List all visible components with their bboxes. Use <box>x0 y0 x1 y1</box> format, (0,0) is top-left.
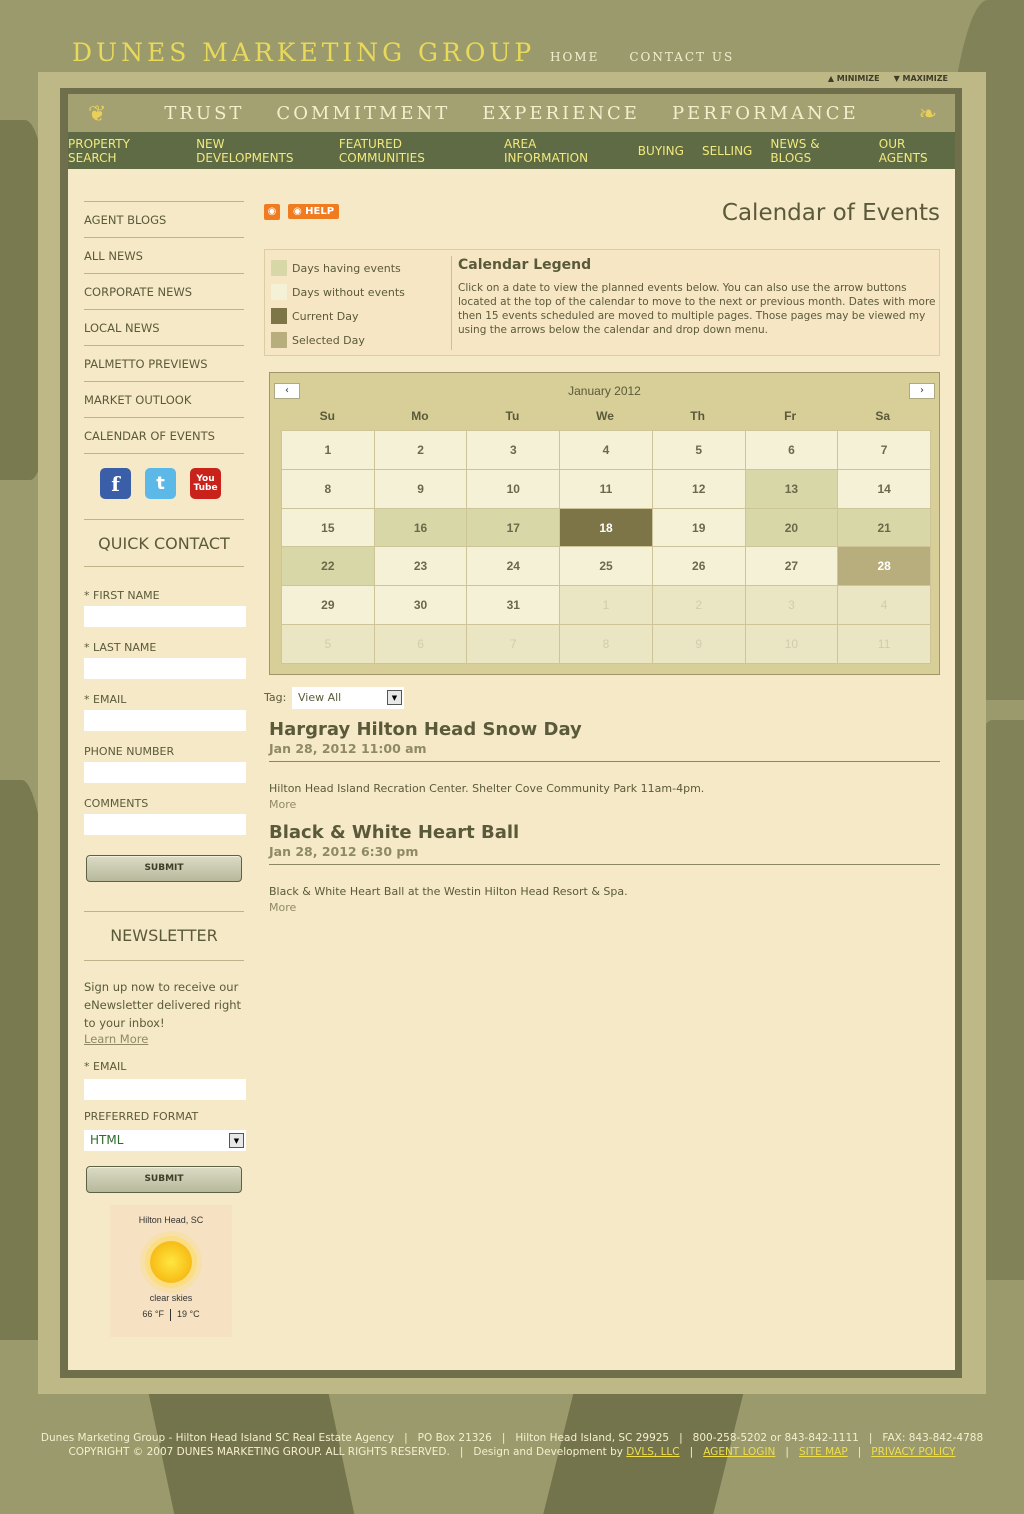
weekday-th: Th <box>690 409 705 423</box>
legend-item-no-events <box>271 280 405 304</box>
comments-label: COMMENTS <box>84 797 149 810</box>
newsletter-email-field[interactable] <box>84 1079 246 1100</box>
twitter-icon[interactable]: t <box>145 468 176 499</box>
minimize-button[interactable]: ▲ MINIMIZE <box>827 74 880 83</box>
legend-description: Click on a date to view the planned events below. You can also use the arrow buttons located at the top of the calendar to move to the next or previous month. Dates with more then 15 events scheduled are moved to multiple pages. Those pages may be viewed my using the arrows below the calendar and drop down menu. <box>458 282 936 336</box>
calendar-day[interactable]: 30 <box>375 586 468 625</box>
footer-sep: | <box>689 1446 694 1458</box>
legend-item-has-events <box>271 256 405 280</box>
weather-city: Hilton Head, SC <box>138 1215 204 1225</box>
last-name-label: * LAST NAME <box>84 641 157 654</box>
temp-divider <box>170 1309 171 1321</box>
nav-new-developments[interactable]: NEW DEVELOPMENTS <box>196 136 294 165</box>
footer-address: Dunes Marketing Group - Hilton Head Island SC Real Estate Agency | PO Box 21326 | Hilton Head Island, SC 29925 | 800-258-5202 or 843-842-1111 | FAX: 843-842-4788 <box>40 1432 984 1444</box>
tagline-bar <box>68 94 955 132</box>
event-description: Black & White Heart Ball at the Westin Hilton Head Resort & Spa. <box>269 885 628 898</box>
page-title: Calendar of Events <box>721 200 940 226</box>
legend-swatch <box>271 308 287 324</box>
help-button[interactable]: ◉ HELP <box>288 204 339 219</box>
rss-icon[interactable]: ◉ <box>264 204 280 220</box>
top-nav <box>550 50 734 64</box>
weather-condition: clear skies <box>149 1293 193 1303</box>
legend-swatch <box>271 260 287 276</box>
chevron-down-icon[interactable]: ▼ <box>229 1133 244 1148</box>
calendar-day[interactable]: 10 <box>467 470 560 509</box>
calendar-day[interactable]: 9 <box>375 470 468 509</box>
footer-sep: | <box>785 1446 789 1458</box>
calendar-next-button[interactable]: › <box>909 383 935 399</box>
calendar-day[interactable]: 17 <box>467 509 560 548</box>
calendar-day-other-month[interactable]: 7 <box>467 625 560 664</box>
legend-item-selected-day <box>271 328 405 352</box>
calendar-day[interactable]: 27 <box>746 547 839 586</box>
legend-title: Calendar Legend <box>458 257 592 273</box>
footer-sep: | <box>857 1446 862 1458</box>
window-controls <box>828 74 948 83</box>
calendar-day[interactable]: 13 <box>746 470 839 509</box>
temp-fahrenheit: 66 °F <box>142 1309 164 1319</box>
weekday-sa: Sa <box>875 409 891 423</box>
footer-links <box>0 1446 1024 1458</box>
calendar-day[interactable]: 11 <box>560 470 653 509</box>
event-title[interactable]: Hargray Hilton Head Snow Day <box>269 719 582 740</box>
calendar-day-other-month[interactable]: 1 <box>560 586 653 625</box>
tag-select[interactable] <box>292 687 404 709</box>
preferred-format-select[interactable] <box>84 1130 246 1151</box>
temp-celsius: 19 °C <box>176 1309 200 1319</box>
event-more-link[interactable]: More <box>269 901 297 914</box>
legend-label: Selected Day <box>292 333 365 347</box>
calendar-day-other-month[interactable]: 9 <box>653 625 746 664</box>
calendar <box>269 372 940 675</box>
social-links <box>100 468 221 499</box>
calendar-day[interactable]: 5 <box>653 431 746 470</box>
sidebar-item-market-outlook[interactable]: MARKET OUTLOOK <box>84 382 244 418</box>
calendar-weekday-header <box>281 409 929 423</box>
calendar-day[interactable]: 26 <box>653 547 746 586</box>
site-logo[interactable]: DUNES MARKETING GROUP <box>72 38 536 67</box>
tagline-experience: EXPERIENCE <box>482 102 640 124</box>
event-divider <box>269 761 940 762</box>
phone-field[interactable] <box>84 762 246 783</box>
legend-label: Days without events <box>292 285 405 299</box>
flourish-left-icon: ❦ <box>88 102 107 127</box>
calendar-day[interactable]: 2 <box>375 431 468 470</box>
weather-widget <box>110 1205 232 1337</box>
divider <box>84 960 244 961</box>
phone-label: PHONE NUMBER <box>84 745 175 758</box>
divider <box>84 911 244 912</box>
calendar-day[interactable]: 28 <box>838 547 931 586</box>
calendar-day[interactable]: 14 <box>838 470 931 509</box>
calendar-day-other-month[interactable]: 11 <box>838 625 931 664</box>
event-date: Jan 28, 2012 11:00 am <box>269 741 427 756</box>
sidebar-item-palmetto-previews[interactable]: PALMETTO PREVIEWS <box>84 346 244 382</box>
legend-swatch <box>271 284 287 300</box>
event-title[interactable]: Black & White Heart Ball <box>269 822 520 843</box>
youtube-icon[interactable]: You Tube <box>190 468 221 499</box>
newsletter-heading: NEWSLETTER <box>110 926 218 945</box>
weather-temps <box>110 1309 232 1321</box>
calendar-prev-button[interactable]: ‹ <box>274 383 300 399</box>
calendar-grid <box>281 430 931 664</box>
last-name-field[interactable] <box>84 658 246 679</box>
weekday-we: We <box>596 409 614 423</box>
weekday-tu: Tu <box>505 409 520 423</box>
legend-list <box>271 256 405 352</box>
calendar-month-title: January 2012 <box>568 384 641 398</box>
footer-copyright: COPYRIGHT © 2007 DUNES MARKETING GROUP. ALL RIGHTS RESERVED. | Design and Development by <box>68 1446 627 1458</box>
calendar-day-other-month[interactable]: 6 <box>375 625 468 664</box>
main-nav <box>68 132 955 169</box>
nav-area-information[interactable]: AREA INFORMATION <box>503 136 589 165</box>
first-name-label: * FIRST NAME <box>84 589 160 602</box>
event-more-link[interactable]: More <box>269 798 297 811</box>
calendar-day[interactable]: 15 <box>282 509 375 548</box>
tag-select-value: View All <box>298 691 342 704</box>
legend-label: Days having events <box>292 261 401 275</box>
calendar-day[interactable]: 3 <box>467 431 560 470</box>
comments-field[interactable] <box>84 814 246 835</box>
calendar-day-other-month[interactable]: 3 <box>746 586 839 625</box>
nav-our-agents[interactable]: OUR AGENTS <box>878 136 928 165</box>
calendar-day[interactable]: 31 <box>467 586 560 625</box>
calendar-day[interactable]: 21 <box>838 509 931 548</box>
tag-label: Tag: <box>264 691 287 704</box>
sidebar-item-all-news[interactable]: ALL NEWS <box>84 238 244 274</box>
facebook-icon[interactable]: f <box>100 468 131 499</box>
footer-dvls-link[interactable]: DVLS, LLC <box>626 1446 680 1458</box>
chevron-down-icon[interactable]: ▼ <box>387 690 402 705</box>
calendar-day[interactable]: 25 <box>560 547 653 586</box>
nav-featured-communities[interactable]: FEATURED COMMUNITIES <box>338 136 425 165</box>
sidebar-item-corporate-news[interactable]: CORPORATE NEWS <box>84 274 244 310</box>
calendar-day[interactable]: 23 <box>375 547 468 586</box>
top-nav-home[interactable]: HOME <box>550 50 600 64</box>
event-description: Hilton Head Island Recration Center. Shelter Cove Community Park 11am-4pm. <box>269 782 705 795</box>
calendar-day-other-month[interactable]: 4 <box>838 586 931 625</box>
calendar-day[interactable]: 22 <box>282 547 375 586</box>
nav-buying[interactable]: BUYING <box>637 143 684 158</box>
preferred-format-label: PREFERRED FORMAT <box>84 1110 199 1123</box>
nav-property-search[interactable]: PROPERTY SEARCH <box>68 136 130 165</box>
event-divider <box>269 864 940 865</box>
calendar-day[interactable]: 16 <box>375 509 468 548</box>
calendar-day-other-month[interactable]: 2 <box>653 586 746 625</box>
calendar-day[interactable]: 4 <box>560 431 653 470</box>
tagline-commitment: COMMITMENT <box>276 102 451 124</box>
preferred-format-value: HTML <box>90 1133 124 1147</box>
newsletter-submit-button[interactable]: SUBMIT <box>86 1166 242 1193</box>
first-name-field[interactable] <box>84 606 246 627</box>
legend-divider <box>451 256 452 350</box>
calendar-day[interactable]: 29 <box>282 586 375 625</box>
sidebar-item-calendar-of-events[interactable]: CALENDAR OF EVENTS <box>84 418 244 454</box>
weekday-mo: Mo <box>411 409 429 423</box>
tagline-trust: TRUST <box>164 102 245 124</box>
email-field[interactable] <box>84 710 246 731</box>
calendar-day[interactable]: 20 <box>746 509 839 548</box>
footer-site-map-link[interactable]: SITE MAP <box>798 1446 848 1458</box>
calendar-day[interactable]: 8 <box>282 470 375 509</box>
sidebar-item-agent-blogs[interactable]: AGENT BLOGS <box>84 202 244 238</box>
learn-more-link[interactable]: Learn More <box>84 1032 149 1046</box>
calendar-day[interactable]: 18 <box>560 509 653 548</box>
nav-news-blogs[interactable]: NEWS & BLOGS <box>770 136 820 165</box>
legend-swatch <box>271 332 287 348</box>
sidebar-nav <box>84 201 244 454</box>
email-label: * EMAIL <box>84 693 127 706</box>
calendar-day[interactable]: 24 <box>467 547 560 586</box>
newsletter-text: Sign up now to receive our eNewsletter delivered right to your inbox! <box>84 980 242 1030</box>
calendar-day[interactable]: 6 <box>746 431 839 470</box>
newsletter-email-label: * EMAIL <box>84 1060 127 1073</box>
event-item <box>269 822 940 914</box>
weekday-fr: Fr <box>784 409 797 423</box>
footer-privacy-link[interactable]: PRIVACY POLICY <box>871 1446 956 1458</box>
divider <box>84 519 244 520</box>
tagline <box>164 103 858 124</box>
calendar-day[interactable]: 19 <box>653 509 746 548</box>
flourish-right-icon: ❧ <box>918 102 937 127</box>
calendar-day-other-month[interactable]: 5 <box>282 625 375 664</box>
divider <box>84 566 244 567</box>
calendar-day-other-month[interactable]: 8 <box>560 625 653 664</box>
sun-icon <box>150 1241 192 1283</box>
help-label: HELP <box>305 206 335 217</box>
event-date: Jan 28, 2012 6:30 pm <box>269 844 419 859</box>
footer-agent-login-link[interactable]: AGENT LOGIN <box>703 1446 776 1458</box>
legend-label: Current Day <box>292 309 359 323</box>
tagline-performance: PERFORMANCE <box>671 102 859 124</box>
calendar-day[interactable]: 7 <box>838 431 931 470</box>
calendar-day[interactable]: 1 <box>282 431 375 470</box>
legend-item-current-day <box>271 304 405 328</box>
maximize-button[interactable]: ▼ MAXIMIZE <box>893 74 948 83</box>
nav-selling[interactable]: SELLING <box>701 143 753 158</box>
weekday-su: Su <box>319 409 335 423</box>
sidebar-item-local-news[interactable]: LOCAL NEWS <box>84 310 244 346</box>
contact-submit-button[interactable]: SUBMIT <box>86 855 242 882</box>
top-nav-contact-us[interactable]: CONTACT US <box>629 50 735 64</box>
calendar-day[interactable]: 12 <box>653 470 746 509</box>
quick-contact-heading: QUICK CONTACT <box>98 534 230 553</box>
calendar-day-other-month[interactable]: 10 <box>746 625 839 664</box>
event-item <box>269 719 940 811</box>
calendar-legend <box>264 249 940 356</box>
